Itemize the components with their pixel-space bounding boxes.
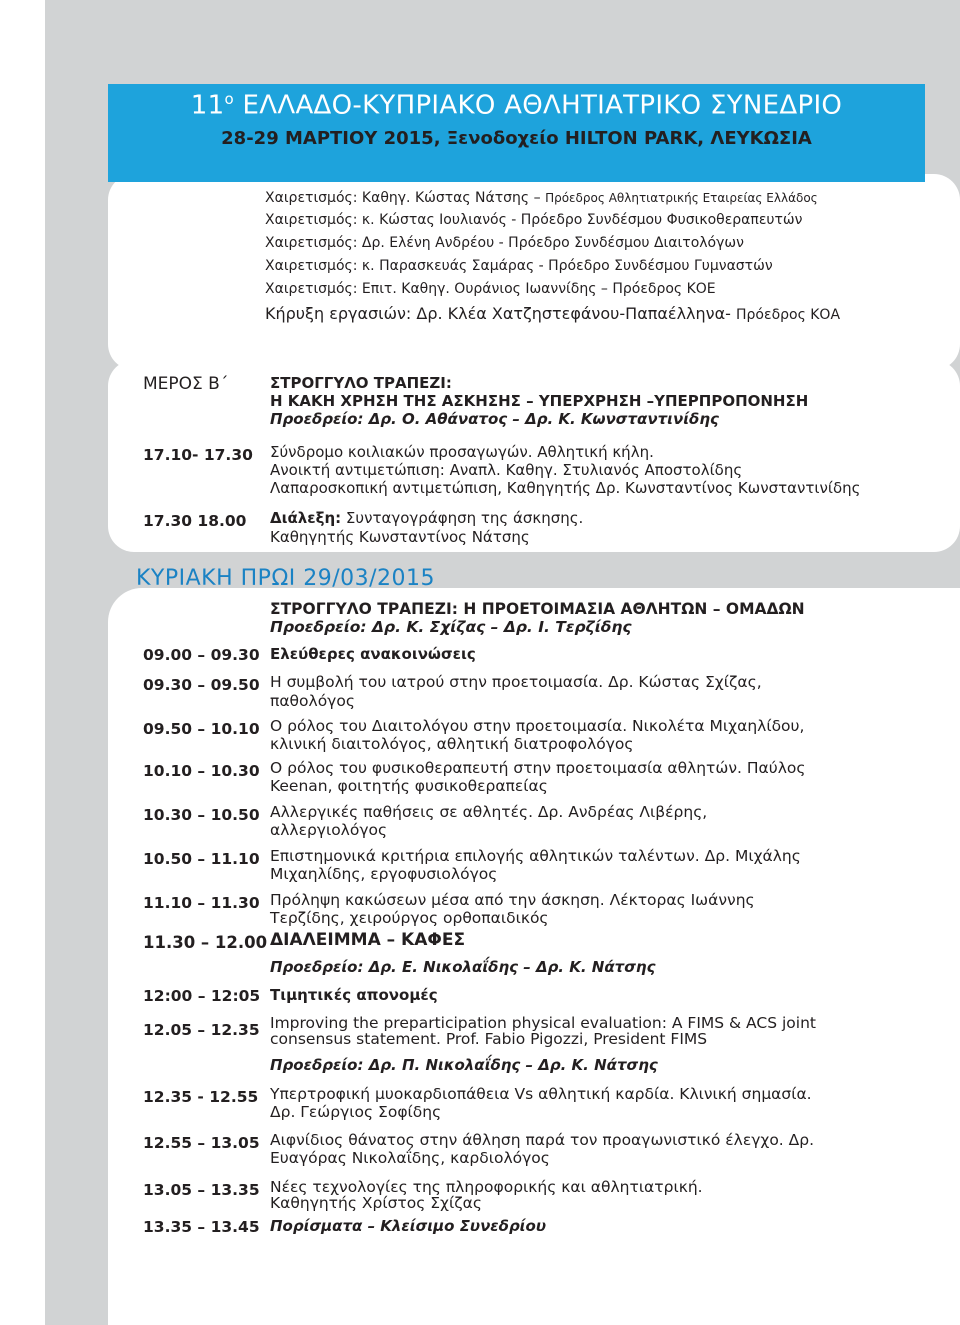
sunday-panel	[108, 588, 960, 1325]
session-title: Σύνδρομο κοιλιακών προσαγωγών. Αθλητική κήλη.	[270, 443, 654, 461]
session-time: 10.10 – 10.30	[143, 762, 260, 780]
session-time: 17.10- 17.30	[143, 446, 253, 464]
honor-time: 12:00 – 12:05	[143, 987, 261, 1005]
session-title: Ο ρόλος του Διαιτολόγου στην προετοιμασία. Νικολέτα Μιχαηλίδου,	[270, 717, 805, 735]
session-title: Υπερτροφική μυοκαρδιοπάθεια Vs αθλητική καρδία. Κλινική σημασία.	[270, 1085, 812, 1103]
session-title: Αιφνίδιος θάνατος στην άθληση παρά τον προαγωνιστικό έλεγχο. Δρ.	[270, 1131, 815, 1149]
greeting-line: Χαιρετισμός: κ. Παρασκευάς Σαμάρας - Πρόεδρο Συνδέσμου Γυμναστών	[265, 258, 773, 274]
header-banner	[108, 84, 925, 182]
session-time: 10.50 – 11.10	[143, 850, 260, 868]
session-line: consensus statement. Prof. Fabio Pigozzi, President FIMS	[270, 1030, 708, 1048]
closing-time: 13.35 – 13.45	[143, 1218, 260, 1236]
session-time: 09.30 – 09.50	[143, 676, 260, 694]
honor-awards: Τιμητικές απονομές	[270, 986, 438, 1004]
conference-title: $11^o$ ΕΛΛΑΔΟ-ΚΥΠΡΙΑΚΟ ΑΘΛΗΤΙΑΤΡΙΚΟ ΣΥΝΕΔΡΙΟ	[190, 90, 843, 121]
session-title: Ο ρόλος του φυσικοθεραπευτή στην προετοιμασία αθλητών. Παύλος	[270, 759, 806, 777]
session-line: Μιχαηλίδης, εργοφυσιολόγος	[270, 865, 498, 883]
greeting-line: Χαιρετισμός: Καθηγ. Κώστας Νάτσης – Πρόεδρος Αθλητιατρικής Εταιρείας Ελλάδος	[265, 190, 818, 206]
closing-session: Πορίσματα – Κλείσιμο Συνεδρίου	[270, 1217, 546, 1235]
part-b-roundtable-title: ΣΤΡΟΓΓΥΛΟ ΤΡΑΠΕΖΙ:	[270, 374, 452, 392]
session-line: Τερζίδης, χειρούργος ορθοπαιδικός	[270, 909, 549, 927]
session-time: 09.00 – 09.30	[143, 646, 260, 664]
session-time: 10.30 – 10.50	[143, 806, 260, 824]
session-time: 11.10 – 11.30	[143, 894, 260, 912]
session-line: Keenan, φοιτητής φυσικοθεραπείας	[270, 777, 548, 795]
greeting-line: Χαιρετισμός: Δρ. Ελένη Ανδρέου - Πρόεδρο Συνδέσμου Διαιτολόγων	[265, 235, 744, 251]
session-title: Αλλεργικές παθήσεις σε αθλητές. Δρ. Ανδρέας Λιβέρης,	[270, 803, 708, 821]
session-title: Νέες τεχνολογίες της πληροφορικής και αθλητιατρική.	[270, 1178, 703, 1196]
session-title: Πρόληψη κακώσεων μέσα από την άσκηση. Λέκτορας Ιωάννης	[270, 891, 755, 909]
session-time: 12.05 – 12.35	[143, 1021, 260, 1039]
session-line: Λαπαροσκοπική αντιμετώπιση, Καθηγητής Δρ. Κωνσταντίνος Κωνσταντινίδης	[270, 479, 861, 497]
conference-subtitle: 28-29 ΜΑΡΤΙΟΥ 2015, Ξενοδοχείο HILTON PARK, ΛΕΥΚΩΣΙΑ	[221, 128, 812, 149]
session-time: 13.05 – 13.35	[143, 1181, 260, 1199]
session-title: Improving the preparticipation physical evaluation: A FIMS & ACS joint	[270, 1014, 816, 1032]
lecture: Διάλεξη: Συνταγογράφηση της άσκησης.	[270, 509, 584, 527]
session-line: Ανοικτή αντιμετώπιση: Αναπλ. Καθηγ. Στυλιανός Αποστολίδης	[270, 461, 743, 479]
session-line: Ευαγόρας Νικολαΐδης, καρδιολόγος	[270, 1149, 550, 1167]
sunday-section-title: ΚΥΡΙΑΚΗ ΠΡΩΙ 29/03/2015	[136, 566, 436, 591]
part-b-chairs: Προεδρείο: Δρ. Ο. Αθάνατος – Δρ. Κ. Κωνσταντινίδης	[270, 410, 719, 428]
sunday-roundtable: ΣΤΡΟΓΓΥΛΟ ΤΡΑΠΕΖΙ: Η ΠΡΟΕΤΟΙΜΑΣΙΑ ΑΘΛΗΤΩΝ – ΟΜΑΔΩΝ	[270, 600, 805, 618]
session-title: Επιστημονικά κριτήρια επιλογής αθλητικών ταλέντων. Δρ. Μιχάλης	[270, 847, 801, 865]
session-time: 12.35 - 12.55	[143, 1088, 259, 1106]
lecture-speaker: Καθηγητής Κωνσταντίνος Νάτσης	[270, 528, 530, 546]
sunday-chairs: Προεδρείο: Δρ. Π. Νικολαΐδης – Δρ. Κ. Νάτσης	[270, 1056, 658, 1074]
session-time: 17.30 18.00	[143, 512, 247, 530]
sunday-chairs: Προεδρείο: Δρ. Κ. Σχίζας – Δρ. Ι. Τερζίδης	[270, 618, 632, 636]
session-time: 12.55 – 13.05	[143, 1134, 260, 1152]
part-b-roundtable-topic: Η ΚΑΚΗ ΧΡΗΣΗ ΤΗΣ ΑΣΚΗΣΗΣ – ΥΠΕΡΧΡΗΣΗ –ΥΠΕΡΠΡΟΠΟΝΗΣΗ	[270, 392, 809, 410]
greeting-line: Χαιρετισμός: Επιτ. Καθηγ. Ουράνιος Ιωαννίδης – Πρόεδρος ΚΟΕ	[265, 281, 716, 297]
opening-line: Κήρυξη εργασιών: Δρ. Κλέα Χατζηστεφάνου-Παπαέλληνα- Πρόεδρος ΚΟΑ	[265, 304, 841, 323]
sunday-chairs: Προεδρείο: Δρ. Ε. Νικολαΐδης – Δρ. Κ. Νάτσης	[270, 958, 656, 976]
session-line: κλινική διαιτολόγος, αθλητική διατροφολόγος	[270, 735, 634, 753]
session-title: Η συμβολή του ιατρού στην προετοιμασία. Δρ. Κώστας Σχίζας,	[270, 673, 762, 691]
session-title: Ελεύθερες ανακοινώσεις	[270, 645, 476, 663]
part-b-label: ΜΕΡΟΣ Β΄	[143, 374, 229, 394]
coffee-break: ΔΙΑΛΕΙΜΜΑ – ΚΑΦΕΣ	[270, 930, 466, 950]
session-line: Δρ. Γεώργιος Σοφίδης	[270, 1103, 442, 1121]
session-line: αλλεργιολόγος	[270, 821, 388, 839]
session-line: παθολόγος	[270, 692, 355, 710]
break-time: 11.30 – 12.00	[143, 933, 268, 952]
session-time: 09.50 – 10.10	[143, 720, 260, 738]
greeting-line: Χαιρετισμός: κ. Κώστας Ιουλιανός - Πρόεδρο Συνδέσμου Φυσικοθεραπευτών	[265, 212, 803, 228]
session-line: Καθηγητής Χρίστος Σχίζας	[270, 1194, 482, 1212]
